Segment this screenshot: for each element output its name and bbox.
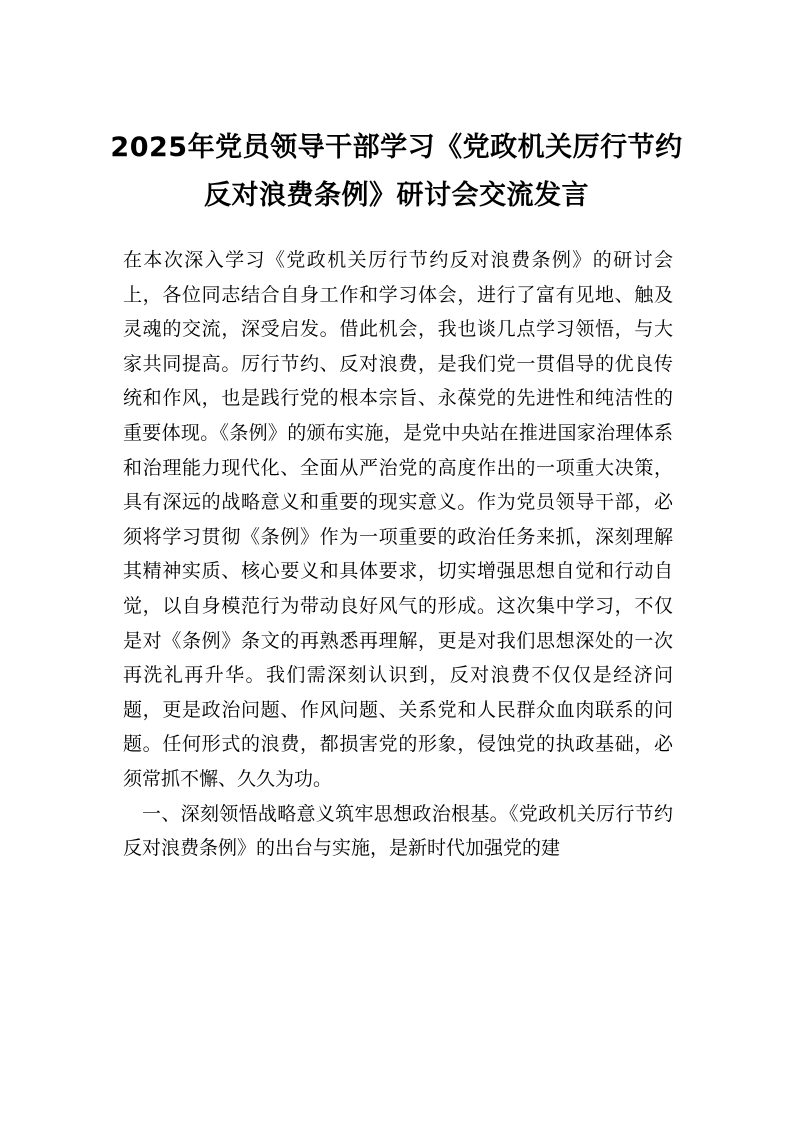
document-title: 2025年党员领导干部学习《党政机关厉行节约反对浪费条例》研讨会交流发言: [110, 132, 683, 211]
section-one-paragraph: 一、深刻领悟战略意义筑牢思想政治根基。《党政机关厉行节约反对浪费条例》的出台与实施，是新时代加强党的建: [123, 802, 673, 860]
document-body: [123, 243, 673, 866]
intro-paragraph: 在本次深入学习《党政机关厉行节约反对浪费条例》的研讨会上，各位同志结合自身工作和学习体会，进行了富有见地、触及灵魂的交流，深受启发。借此机会，我也谈几点学习领悟，与大家共同提高。厉行节约、反对浪费，是我们党一贯倡导的优良传统和作风，也是践行党的根本宗旨、永葆党的先进性和纯洁性的重要体现。《条例》的颁布实施，是党中央站在推进国家治理体系和治理能力现代化、全面从严治党的高度作出的一项重大决策，具有深远的战略意义和重要的现实意义。作为党员领导干部，必须将学习贯彻《条例》作为一项重要的政治任务来抓，深刻理解其精神实质、核心要义和具体要求，切实增强思想自觉和行动自觉，以自身模范行为带动良好风气的形成。这次集中学习，不仅是对《条例》条文的再熟悉再理解，更是对我们思想深处的一次再洗礼再升华。我们需深刻认识到，反对浪费不仅仅是经济问题，更是政治问题、作风问题、关系党和人民群众血肉联系的问题。任何形式的浪费，都损害党的形象，侵蚀党的执政基础，必须常抓不懈、久久为功。: [123, 249, 673, 790]
